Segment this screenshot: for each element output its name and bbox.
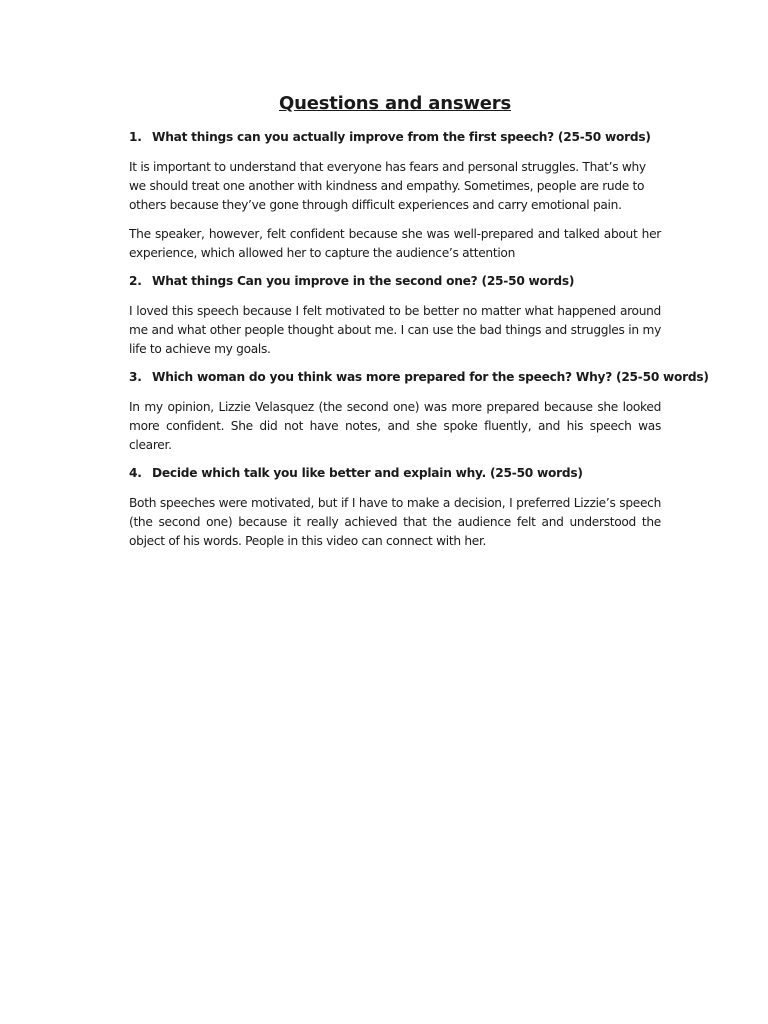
answer-paragraph: In my opinion, Lizzie Velasquez (the second one) was more prepared because she looked more confident. She did not have notes, and she spoke fluently, and his speech was clearer. [129,400,661,452]
document-page [129,92,709,561]
question-number: 1. [129,130,142,144]
question-text: What things Can you improve in the second one? (25-50 words) [152,274,575,288]
answer-paragraph: I loved this speech because I felt motivated to be better no matter what happened around me and what other people thought about me. I can use the bad things and struggles in my life to achieve my goals. [129,304,661,356]
answer-paragraph: Both speeches were motivated, but if I have to make a decision, I preferred Lizzie’s speech (the second one) because it really achieved that the audience felt and understood the object of his words. People in this video can connect with her. [129,496,661,548]
question-text: Decide which talk you like better and explain why. (25-50 words) [152,466,583,480]
question-4 [129,465,661,482]
question-number: 3. [129,370,142,384]
question-number: 2. [129,274,142,288]
question-text: What things can you actually improve from the first speech? (25-50 words) [152,130,651,144]
question-2 [129,273,661,290]
page-title: Questions and answers [279,93,511,114]
question-3 [129,369,709,386]
answer-paragraph: It is important to understand that everyone has fears and personal struggles. That’s why we should treat one another with kindness and empathy. Sometimes, people are rude to others because they’ve gone through difficult experiences and carry emotional pain. [129,160,646,212]
question-text: Which woman do you think was more prepared for the speech? Why? (25-50 words) [152,370,709,384]
question-number: 4. [129,466,142,480]
answer-paragraph: The speaker, however, felt confident because she was well-prepared and talked about her experience, which allowed her to capture the audience’s attention [129,227,661,260]
question-1 [129,129,661,146]
